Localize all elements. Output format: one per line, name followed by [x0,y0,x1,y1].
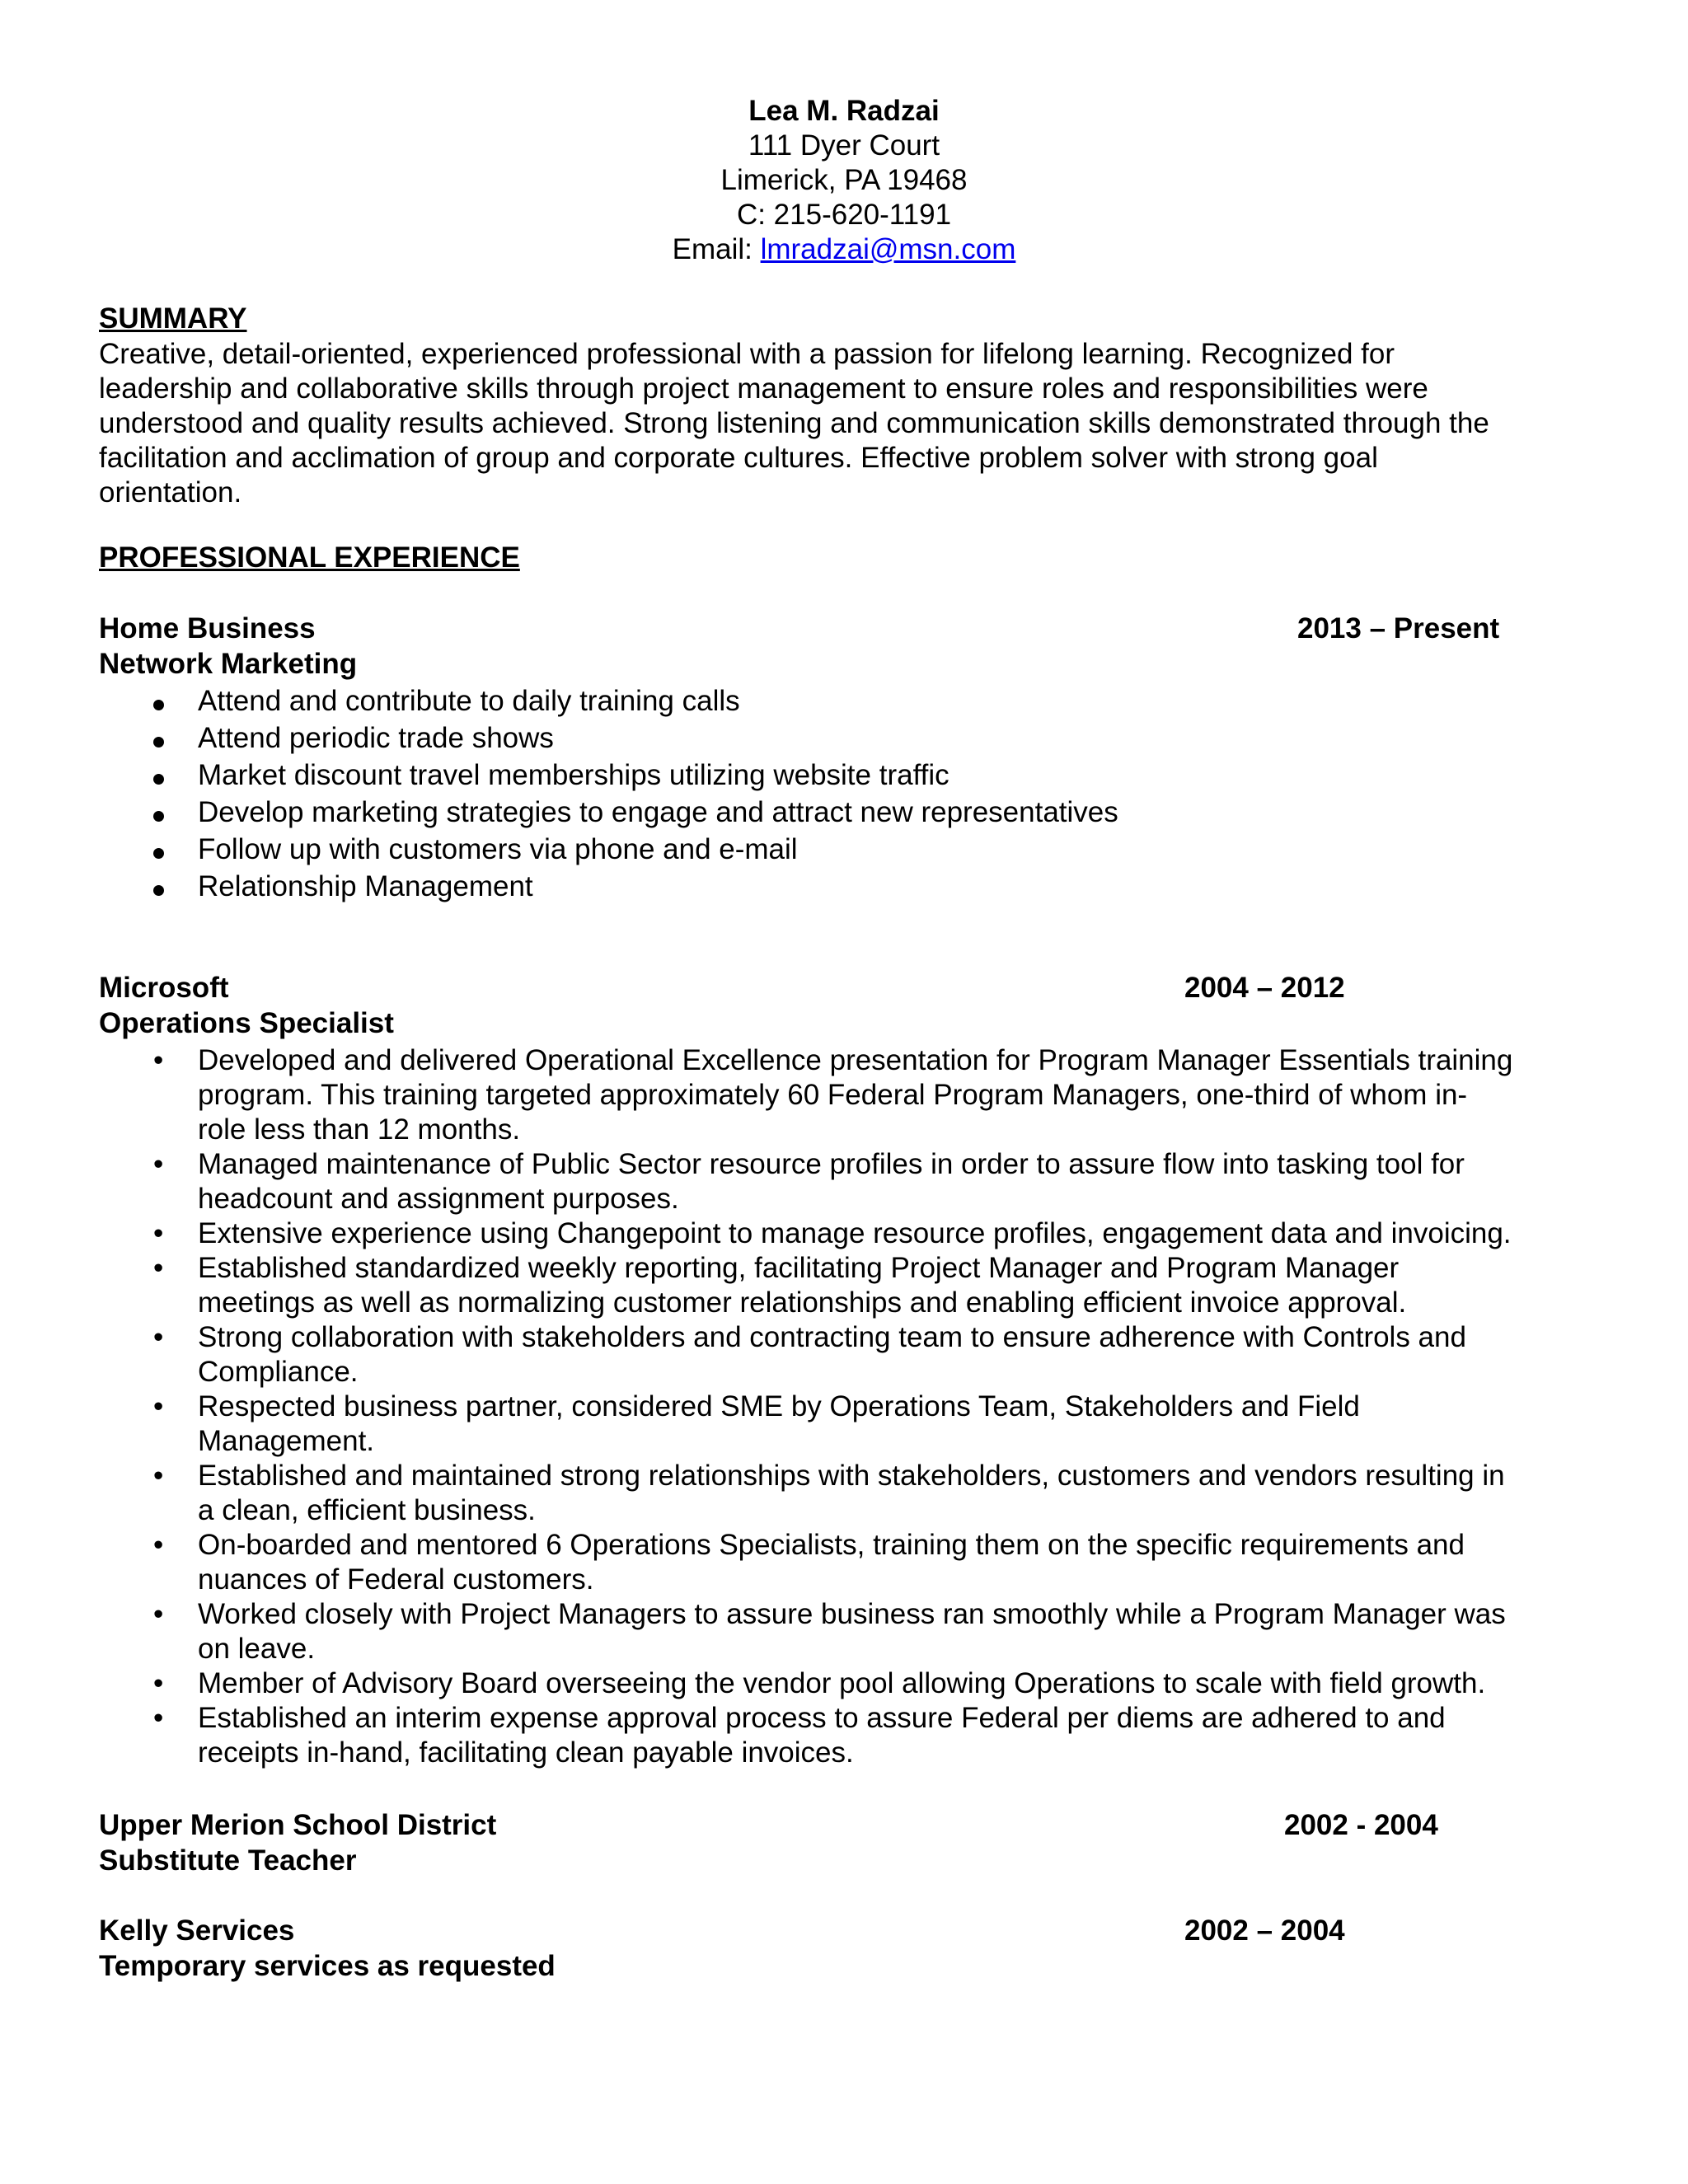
list-item [0,1528,1512,1597]
bullet-text: Relationship Management [198,870,533,902]
bullet-dot-icon [153,869,164,904]
list-item [0,1597,1512,1666]
bullet-text: on leave. [198,1633,316,1665]
experience-heading: PROFESSIONAL EXPERIENCE [99,541,520,574]
bullet-text: Attend and contribute to daily training calls [198,685,740,717]
list-item [0,832,1118,867]
list-item [0,869,1118,904]
address-line-1: 111 Dyer Court [748,129,940,162]
job-company: Microsoft [99,972,229,1004]
bullet-dot-icon: • [153,1598,164,1630]
bullet-dot-icon: • [153,1390,164,1422]
bullet-text: Follow up with customers via phone and e-mail [198,833,798,865]
list-item [0,1251,1512,1320]
bullet-text: Respected business partner, considered SME by Operations Team, Stakeholders and Field [198,1390,1360,1422]
list-item [0,1459,1512,1528]
job-bullet-list [0,1043,1512,1770]
list-item [0,795,1118,830]
email-line [0,232,1688,267]
list-item [0,1390,1512,1459]
bullet-text: role less than 12 months. [198,1113,521,1146]
summary-line: leadership and collaborative skills through project management to ensure roles and responsibilities were [99,373,1428,405]
job-dates: 2004 – 2012 [1184,972,1345,1004]
job-title: Temporary services as requested [99,1950,556,1982]
bullet-dot-icon: • [153,1529,164,1561]
bullet-text: Worked closely with Project Managers to assure business ran smoothly while a Program Manager was [198,1598,1506,1630]
bullet-dot-icon [153,795,164,830]
bullet-dot-icon [153,832,164,867]
job-bullet-list [0,684,1118,904]
job-company: Kelly Services [99,1915,295,1947]
job-title: Substitute Teacher [99,1844,357,1877]
bullet-text: Develop marketing strategies to engage and attract new representatives [198,796,1118,828]
list-item [0,1043,1512,1147]
bullet-dot-icon: • [153,1148,164,1180]
bullet-text: headcount and assignment purposes. [198,1183,679,1215]
bullet-dot-icon [153,758,164,793]
job-company: Upper Merion School District [99,1809,497,1841]
bullet-text: Compliance. [198,1356,359,1388]
email-label: Email: [672,233,761,265]
address-line-2: Limerick, PA 19468 [720,164,968,196]
contact-header [0,94,1688,267]
bullet-text: Attend periodic trade shows [198,722,554,754]
job-dates: 2002 – 2004 [1184,1915,1345,1947]
bullet-dot-icon [153,684,164,719]
summary-line: orientation. [99,476,242,509]
job-title: Network Marketing [99,648,358,680]
bullet-text: Established standardized weekly reporting, facilitating Project Manager and Program Manager [198,1252,1400,1284]
bullet-text: Established an interim expense approval process to assure Federal per diems are adhered to and [198,1702,1446,1734]
bullet-text: Member of Advisory Board overseeing the vendor pool allowing Operations to scale with field growth. [198,1667,1486,1699]
bullet-text: Managed maintenance of Public Sector resource profiles in order to assure flow into tasking tool for [198,1148,1465,1180]
bullet-text: meetings as well as normalizing customer relationships and enabling efficient invoice approval. [198,1286,1407,1319]
bullet-dot-icon: • [153,1702,164,1734]
bullet-text: receipts in-hand, facilitating clean payable invoices. [198,1736,854,1769]
bullet-dot-icon: • [153,1217,164,1249]
bullet-text: a clean, efficient business. [198,1494,536,1526]
bullet-dot-icon: • [153,1252,164,1284]
bullet-text: Management. [198,1425,375,1457]
list-item [0,684,1118,719]
bullet-text: Market discount travel memberships utilizing website traffic [198,759,950,791]
job-dates: 2002 - 2004 [1284,1809,1438,1841]
bullet-text: On-boarded and mentored 6 Operations Specialists, training them on the specific requirements and [198,1529,1465,1561]
phone-number: C: 215-620-1191 [736,199,952,231]
list-item [0,758,1118,793]
bullet-dot-icon [153,721,164,756]
list-item [0,1320,1512,1390]
bullet-text: Strong collaboration with stakeholders and contracting team to ensure adherence with Controls and [198,1321,1466,1353]
email-link[interactable]: lmradzai@msn.com [760,233,1016,265]
summary-line: Creative, detail-oriented, experienced professional with a passion for lifelong learning. Recognized for [99,338,1395,370]
candidate-name: Lea M. Radzai [748,95,940,127]
summary-text [99,337,1599,510]
list-item [0,721,1118,756]
job-dates: 2013 – Present [1297,612,1500,644]
bullet-text: Developed and delivered Operational Excellence presentation for Program Manager Essentials training [198,1044,1513,1076]
bullet-text: Extensive experience using Changepoint to manage resource profiles, engagement data and invoicing. [198,1217,1512,1249]
bullet-text: nuances of Federal customers. [198,1563,594,1596]
list-item [0,1216,1512,1251]
summary-line: facilitation and acclimation of group and corporate cultures. Effective problem solver with strong goal [99,442,1378,474]
bullet-text: Established and maintained strong relationships with stakeholders, customers and vendors resulting in [198,1460,1505,1492]
bullet-dot-icon: • [153,1044,164,1076]
job-company: Home Business [99,612,316,644]
summary-line: understood and quality results achieved. Strong listening and communication skills demonstrated through the [99,407,1489,439]
list-item [0,1666,1512,1701]
bullet-text: program. This training targeted approximately 60 Federal Program Managers, one-third of whom in- [198,1079,1468,1111]
summary-heading: SUMMARY [99,302,247,335]
bullet-dot-icon: • [153,1321,164,1353]
job-title: Operations Specialist [99,1007,394,1039]
list-item [0,1701,1512,1770]
list-item [0,1147,1512,1216]
bullet-dot-icon: • [153,1460,164,1492]
bullet-dot-icon: • [153,1667,164,1699]
